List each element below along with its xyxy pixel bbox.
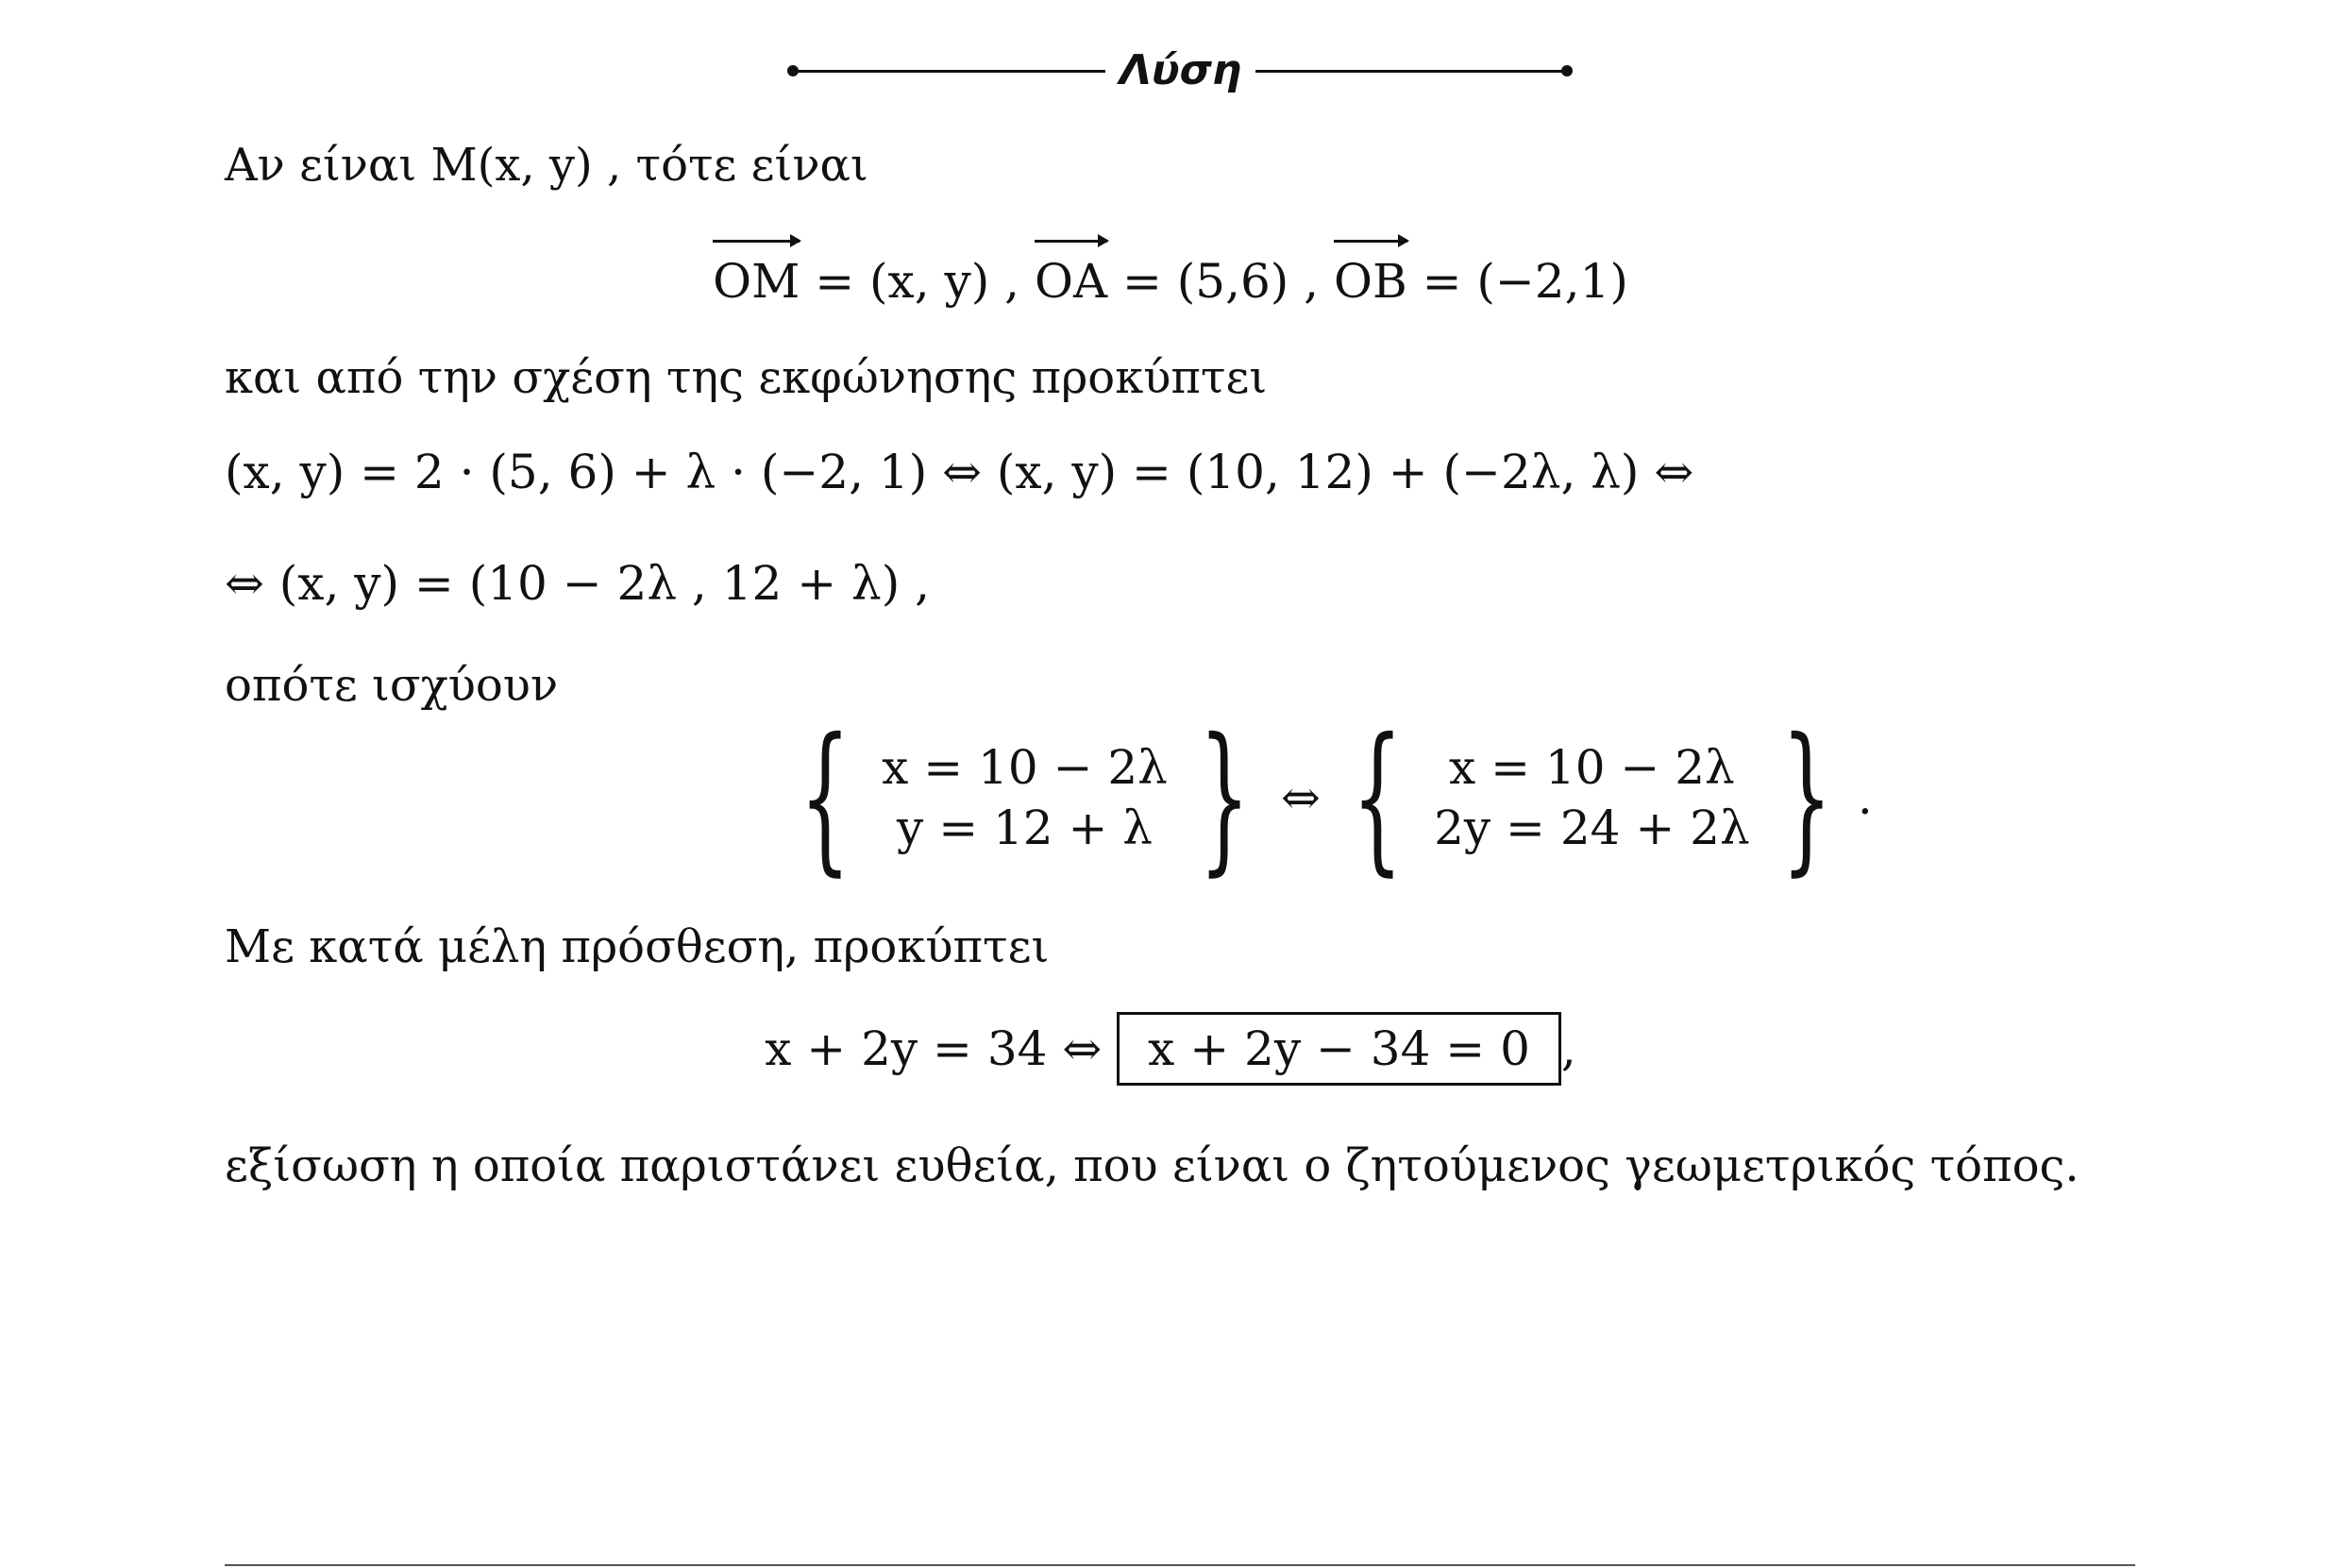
header-right-rule [1255, 70, 1569, 73]
result-lhs: x + 2y = 34 ⇔ [765, 1021, 1103, 1076]
boxed-result: x + 2y − 34 = 0 [1117, 1012, 1561, 1086]
vector-arrow [713, 240, 800, 243]
left-system-eq-1: x = 10 − 2λ [882, 740, 1168, 795]
left-brace: { [800, 704, 851, 891]
right-brace: } [1198, 704, 1250, 891]
equation-system [774, 704, 1873, 891]
solution-header [0, 38, 2341, 104]
vector-arrow [1334, 240, 1407, 243]
result-equation [0, 1012, 2341, 1086]
vector-ob [1334, 253, 1407, 310]
equation-line-2: ⇔ (x, y) = (10 − 2λ , 12 + λ) , [225, 556, 930, 611]
relation-text: και από την σχέση της εκφώνησης προκύπτει [225, 351, 1268, 404]
vector-om [713, 253, 800, 310]
equation-line-1: (x, y) = 2 · (5, 6) + λ · (−2, 1) ⇔ (x, y) = (10, 12) + (−2λ, λ) ⇔ [225, 445, 1694, 499]
system-end-period: . [1857, 770, 1873, 825]
right-system-eq-2: 2y = 24 + 2λ [1434, 801, 1750, 855]
vector-oa-value: = (5,6) , [1107, 254, 1334, 309]
right-brace: } [1780, 704, 1832, 891]
system-equivalence: ⇔ [1281, 770, 1321, 825]
right-system-eq-1: x = 10 − 2λ [1449, 740, 1735, 795]
result-end-comma: , [1560, 1021, 1576, 1076]
vector-definitions [0, 253, 2341, 310]
left-system-eq-2: y = 12 + λ [897, 801, 1153, 855]
vector-ob-label: OB [1333, 254, 1407, 309]
header-left-rule [791, 70, 1105, 73]
conclusion-text: εξίσωση η οποία παριστάνει ευθεία, που είναι ο ζητούμενος γεωμετρικός τόπος. [225, 1139, 2080, 1192]
vector-oa [1035, 253, 1107, 310]
solution-title: Λύση [1119, 46, 1242, 94]
vector-oa-label: OA [1034, 254, 1108, 309]
addition-text: Με κατά μέλη πρόσθεση, προκύπτει [225, 920, 1050, 973]
left-system [876, 737, 1173, 858]
vector-ob-value: = (−2,1) [1406, 254, 1628, 309]
intro-text: Αν είναι M(x, y) , τότε είναι [225, 139, 868, 192]
vector-om-label: OM [713, 254, 800, 309]
right-system [1428, 737, 1756, 858]
vector-arrow [1035, 240, 1107, 243]
left-brace: { [1351, 704, 1404, 891]
so-hold-text: οπότε ισχύουν [225, 659, 559, 712]
vector-om-value: = (x, y) , [800, 254, 1035, 309]
header-right-dot [1561, 65, 1573, 76]
footer-rule [225, 1564, 2135, 1566]
